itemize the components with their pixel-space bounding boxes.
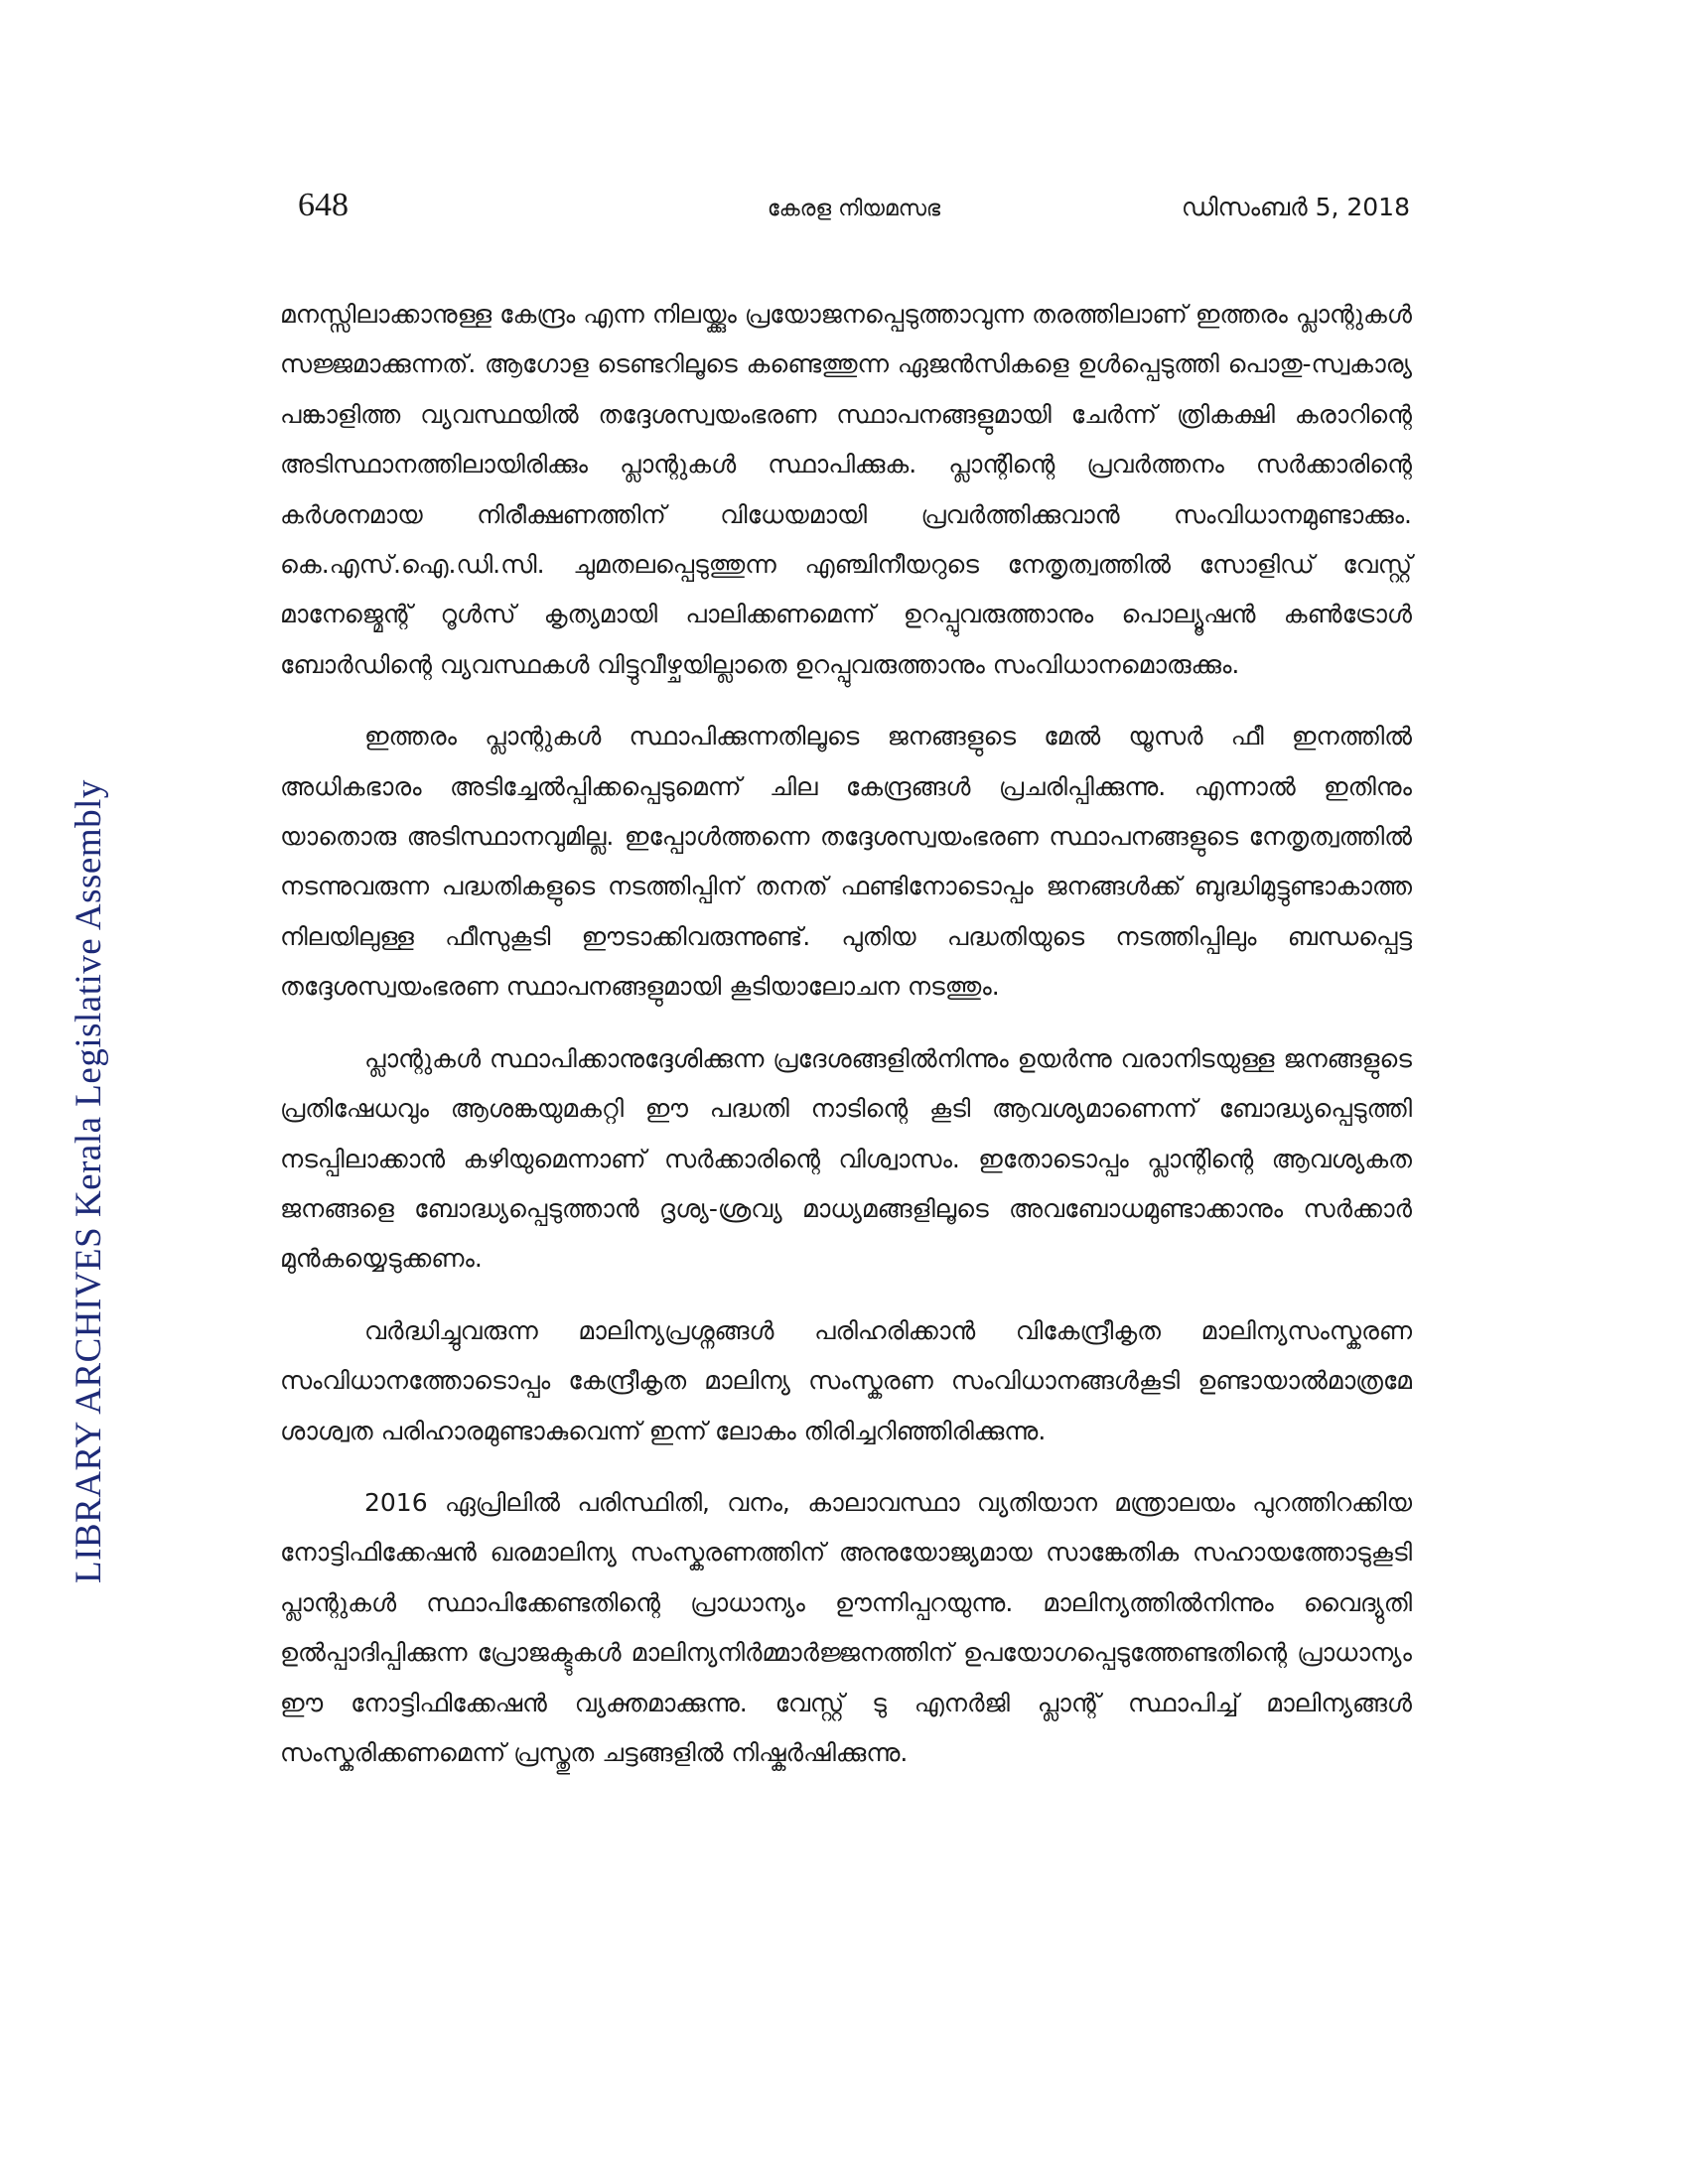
page-number: 648 (298, 187, 349, 223)
paragraph-5: 2016 ഏപ്രിലിൽ പരിസ്ഥിതി, വനം, കാലാവസ്ഥാ വ്യതിയാന മന്ത്രാലയം പുറത്തിറക്കിയ നോട്ടിഫിക്കേഷൻ ഖരമാലിന്യ സംസ്കരണത്തിന് അനുയോജ്യമായ സാങ്കേതിക സഹായത്തോടുകൂടി പ്ലാന്റുകൾ സ്ഥാപിക്കേണ്ടതിന്റെ പ്രാധാന്യം ഊന്നിപ്പറയുന്നു. മാലിന്യത്തിൽനിന്നും വൈദ്യുതി ഉൽപ്പാദിപ്പിക്കുന്ന പ്രോജക്ടുകൾ മാലിന്യനിർമ്മാർജ്ജനത്തിന് ഉപയോഗപ്പെടുത്തേണ്ടതിന്റെ പ്രാധാന്യം ഈ നോട്ടിഫിക്കേഷൻ വ്യക്തമാക്കുന്നു. വേസ്റ്റ് ടു എനർജി പ്ലാന്റ് സ്ഥാപിച്ച് മാലിന്യങ്ങൾ സംസ്കരിക്കണമെന്ന് പ്രസ്തുത ചട്ടങ്ങളിൽ നിഷ്കർഷിക്കുന്നു. (280, 1487, 1413, 1767)
paragraph-1: മനസ്സിലാക്കാനുള്ള കേന്ദ്രം എന്ന നിലയ്ക്കും പ്രയോജനപ്പെടുത്താവുന്ന തരത്തിലാണ് ഇത്തരം പ്ലാന്റുകൾ സജ്ജമാക്കുന്നത്. ആഗോള ടെണ്ടറിലൂടെ കണ്ടെത്തുന്ന ഏജൻസികളെ ഉൾപ്പെടുത്തി പൊതു-സ്വകാര്യ പങ്കാളിത്ത വ്യവസ്ഥയിൽ തദ്ദേശസ്വയംഭരണ സ്ഥാപനങ്ങളുമായി ചേർന്ന് ത്രികക്ഷി കരാറിന്റെ അടിസ്ഥാനത്തിലായിരിക്കും പ്ലാന്റുകൾ സ്ഥാപിക്കുക. പ്ലാന്റിന്റെ പ്രവർത്തനം സർക്കാരിന്റെ കർശനമായ നിരീക്ഷണത്തിന് വിധേയമായി പ്രവർത്തിക്കുവാൻ സംവിധാനമുണ്ടാക്കും. കെ.എസ്.ഐ.ഡി.സി. ചുമതലപ്പെടുത്തുന്ന എഞ്ചിനീയറുടെ നേതൃത്വത്തിൽ സോളിഡ് വേസ്റ്റ് മാനേജ്മെന്റ് റൂൾസ് കൃത്യമായി പാലിക്കണമെന്ന് ഉറപ്പുവരുത്താനും പൊല്യൂഷൻ കൺട്രോൾ ബോർഡിന്റെ വ്യവസ്ഥകൾ വിട്ടുവീഴ്ചയില്ലാതെ ഉറപ്പുവരുത്താനും സംവിധാനമൊരുക്കും. (280, 300, 1412, 679)
paragraph-4: വർദ്ധിച്ചുവരുന്ന മാലിന്യപ്രശ്നങ്ങൾ പരിഹരിക്കാൻ വികേന്ദ്രീകൃത മാലിന്യസംസ്കരണ സംവിധാനത്തോടൊപ്പം കേന്ദ്രീകൃത മാലിന്യ സംസ്കരണ സംവിധാനങ്ങൾകൂടി ഉണ്ടായാൽമാത്രമേ ശാശ്വത പരിഹാരമുണ്ടാകുവെന്ന് ഇന്ന് ലോകം തിരിച്ചറിഞ്ഞിരിക്കുന്നു. (280, 1315, 1412, 1445)
paragraph-3: പ്ലാന്റുകൾ സ്ഥാപിക്കാനുദ്ദേശിക്കുന്ന പ്രദേശങ്ങളിൽനിന്നും ഉയർന്നു വരാനിടയുള്ള ജനങ്ങളുടെ പ്രതിഷേധവും ആശങ്കയുമകറ്റി ഈ പദ്ധതി നാടിന്റെ കൂടി ആവശ്യമാണെന്ന് ബോദ്ധ്യപ്പെടുത്തി നടപ്പിലാക്കാൻ കഴിയുമെന്നാണ് സർക്കാരിന്റെ വിശ്വാസം. ഇതോടൊപ്പം പ്ലാന്റിന്റെ ആവശ്യകത ജനങ്ങളെ ബോദ്ധ്യപ്പെടുത്താൻ ദൃശ്യ-ശ്രവ്യ മാധ്യമങ്ങളിലൂടെ അവബോധമുണ്ടാക്കാനും സർക്കാർ മുൻകയ്യെടുക്കണം. (280, 1043, 1412, 1274)
running-title: കേരള നിയമസഭ (767, 197, 941, 221)
paragraph-2: ഇത്തരം പ്ലാന്റുകൾ സ്ഥാപിക്കുന്നതിലൂടെ ജനങ്ങളുടെ മേൽ യൂസർ ഫീ ഇനത്തിൽ അധികഭാരം അടിച്ചേൽപ്പിക്കപ്പെടുമെന്ന് ചില കേന്ദ്രങ്ങൾ പ്രചരിപ്പിക്കുന്നു. എന്നാൽ ഇതിനും യാതൊരു അടിസ്ഥാനവുമില്ല. ഇപ്പോൾത്തന്നെ തദ്ദേശസ്വയംഭരണ സ്ഥാപനങ്ങളുടെ നേതൃത്വത്തിൽ നടന്നുവരുന്ന പദ്ധതികളുടെ നടത്തിപ്പിന് തനത് ഫണ്ടിനോടൊപ്പം ജനങ്ങൾക്ക് ബുദ്ധിമുട്ടുണ്ടാകാത്ത നിലയിലുള്ള ഫീസുകൂടി ഈടാക്കിവരുന്നുണ്ട്. പുതിയ പദ്ധതിയുടെ നടത്തിപ്പിലും ബന്ധപ്പെട്ട തദ്ദേശസ്വയംഭരണ സ്ഥാപനങ്ങളുമായി കൂടിയാലോചന നടത്തും. (280, 722, 1412, 1002)
document-body (280, 290, 1412, 1800)
header-date: ഡിസംബർ 5, 2018 (1181, 193, 1410, 221)
page-header (298, 187, 1410, 226)
archive-watermark: LIBRARY ARCHIVES Kerala Legislative Assembly (69, 779, 109, 1583)
